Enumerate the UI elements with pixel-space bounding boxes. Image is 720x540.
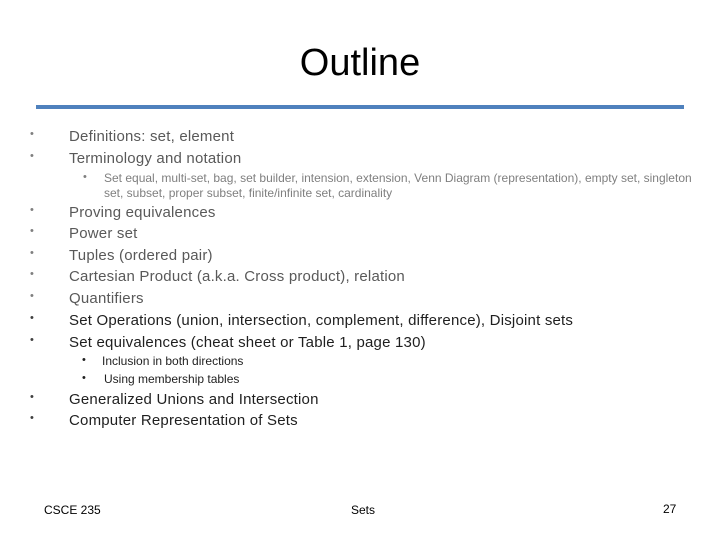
footer-course: CSCE 235 <box>44 503 101 517</box>
slide-number: 27 <box>663 502 677 516</box>
bullet: • <box>30 150 34 162</box>
bullet: • <box>82 372 86 384</box>
outline-item-text: Tuples (ordered pair) <box>69 247 213 264</box>
outline-item-text: Proving equivalences <box>69 204 216 221</box>
bullet: • <box>30 312 34 324</box>
outline-subitem-text: Set equal, multi-set, bag, set builder, intension, extension, Venn Diagram (representation), empty set, singleton set, subset, proper subset, finite/infinite set, cardinality <box>104 171 692 200</box>
outline-item-text: Definitions: set, element <box>69 128 235 145</box>
outline-item-text: Quantifiers <box>69 290 144 307</box>
outline-item-text: Power set <box>69 225 138 242</box>
bullet: • <box>30 391 34 403</box>
bullet: • <box>30 268 34 280</box>
bullet: • <box>82 354 86 366</box>
footer-topic: Sets <box>351 503 376 517</box>
bullet: • <box>30 334 34 346</box>
outline-item-text: Computer Representation of Sets <box>69 412 298 429</box>
outline-subitem-text: Using membership tables <box>104 372 240 386</box>
bullet: • <box>30 247 34 259</box>
outline-item-text: Cartesian Product (a.k.a. Cross product), relation <box>69 268 405 285</box>
bullet: • <box>30 290 34 302</box>
outline-subitem-text: Inclusion in both directions <box>102 354 244 368</box>
slide-title: Outline <box>299 42 421 84</box>
bullet: • <box>30 204 34 216</box>
outline-item-text: Generalized Unions and Intersection <box>69 391 319 408</box>
outline-item-text: Set Operations (union, intersection, complement, difference), Disjoint sets <box>69 312 574 329</box>
bullet: • <box>30 128 34 140</box>
bullet: • <box>83 171 87 183</box>
title-underline <box>36 105 684 109</box>
bullet: • <box>30 412 34 424</box>
bullet: • <box>30 225 34 237</box>
outline-item-text: Terminology and notation <box>69 150 242 167</box>
outline-item-text: Set equivalences (cheat sheet or Table 1, page 130) <box>69 334 426 351</box>
